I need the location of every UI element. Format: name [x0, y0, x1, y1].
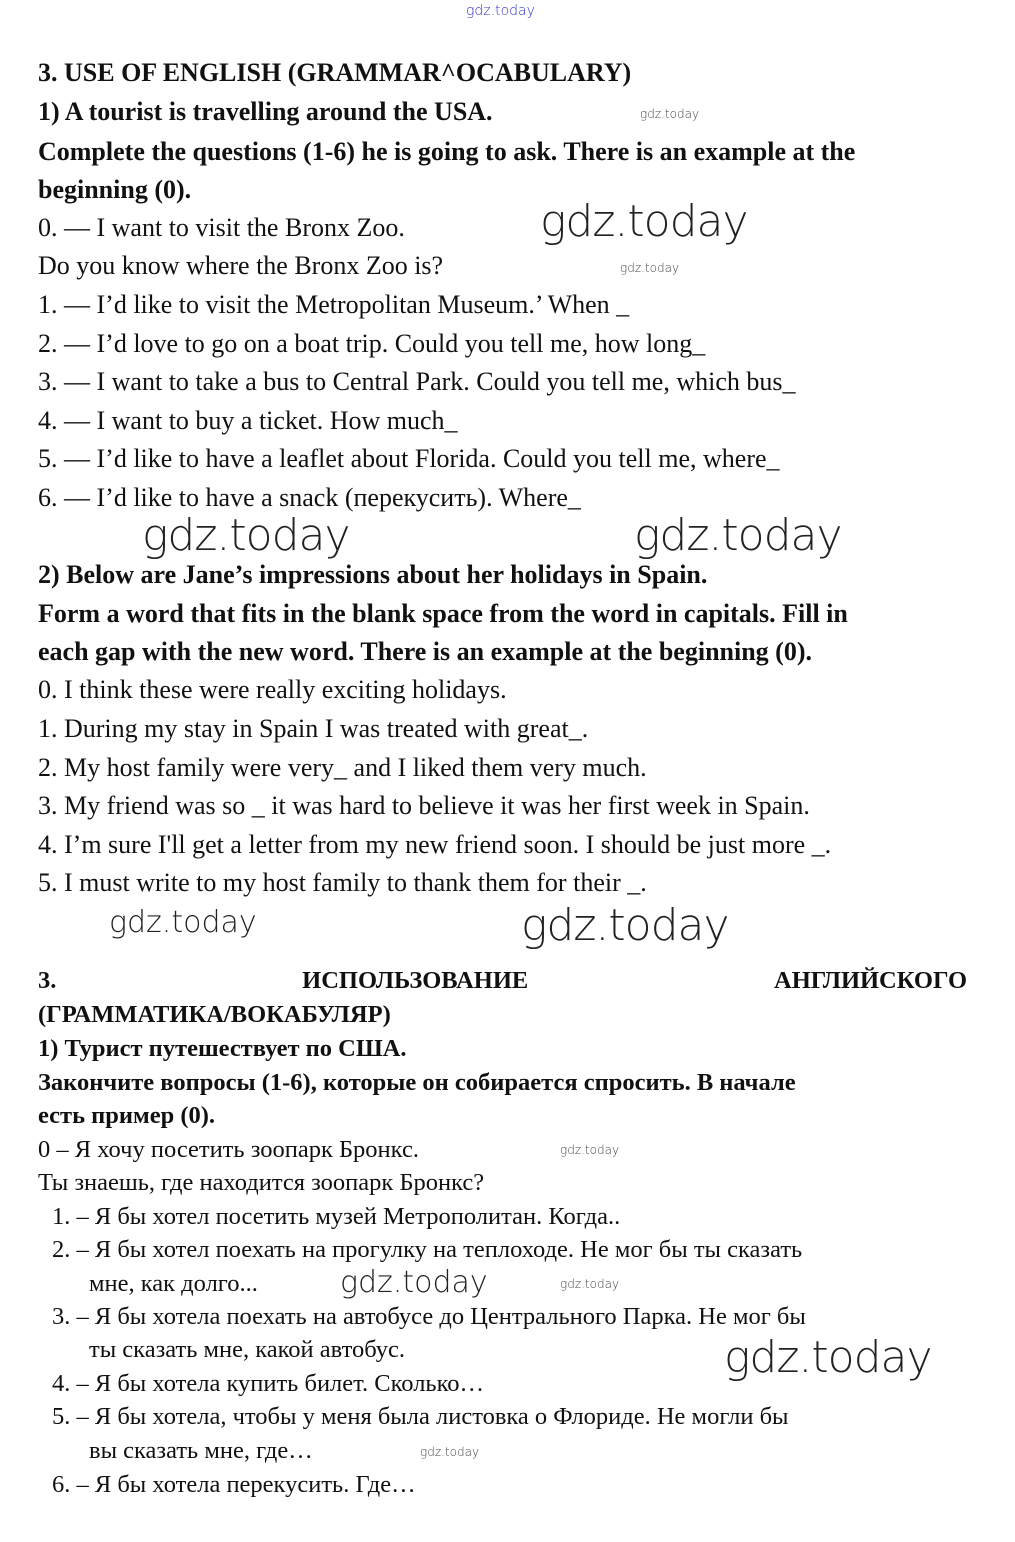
watermark: gdz.today — [142, 510, 350, 561]
ru-instruction: Закончите вопросы (1-6), которые он собирается спросить. В начале — [38, 1069, 796, 1096]
task2-item: 0. I think these were really exciting holidays. — [38, 675, 507, 704]
watermark: gdz.today — [340, 1265, 488, 1300]
ru-heading-word: ИСПОЛЬЗОВАНИЕ — [302, 967, 529, 994]
ru-example: 0 – Я хочу посетить зоопарк Бронкс. — [38, 1136, 419, 1163]
watermark: gdz.today — [540, 196, 748, 247]
section-heading: 3. USE OF ENGLISH (GRAMMAR^OCABULARY) — [38, 58, 632, 87]
watermark: gdz.today — [560, 1143, 620, 1157]
task2-instruction-cont: each gap with the new word. There is an example at the beginning (0). — [38, 637, 812, 666]
ru-heading-word: 3. — [38, 967, 57, 994]
ru-item: 4. – Я бы хотела купить билет. Сколько… — [52, 1370, 485, 1397]
task1-item: 2. — I’d love to go on a boat trip. Could you tell me, how long_ — [38, 329, 706, 358]
ru-heading-word: АНГЛИЙСКОГО — [774, 967, 967, 994]
ru-item-cont: ты сказать мне, какой автобус. — [89, 1336, 406, 1363]
ru-instruction-cont: есть пример (0). — [38, 1102, 216, 1129]
ru-section-heading — [38, 967, 967, 995]
watermark: gdz.today — [466, 3, 535, 19]
watermark: gdz.today — [620, 261, 680, 275]
task1-item: 4. — I want to buy a ticket. How much_ — [38, 406, 458, 435]
task1-instruction: Complete the questions (1-6) he is going to ask. There is an example at the — [38, 137, 856, 166]
task1-example-answer: Do you know where the Bronx Zoo is? — [38, 251, 444, 280]
ru-item: 6. – Я бы хотела перекусить. Где… — [52, 1471, 416, 1498]
watermark: gdz.today — [420, 1445, 480, 1459]
task1-item: 5. — I’d like to have a leaflet about Florida. Could you tell me, where_ — [38, 444, 780, 473]
watermark: gdz.today — [560, 1277, 620, 1291]
watermark: gdz.today — [724, 1332, 932, 1383]
ru-item-cont: мне, как долго... — [89, 1270, 258, 1297]
task1-example: 0. — I want to visit the Bronx Zoo. — [38, 213, 405, 242]
task2-item: 3. My friend was so _ it was hard to believe it was her first week in Spain. — [38, 791, 810, 820]
task1-title: 1) A tourist is travelling around the USA. — [38, 97, 493, 126]
ru-example-answer: Ты знаешь, где находится зоопарк Бронкс? — [38, 1169, 485, 1196]
ru-item-cont: вы сказать мне, где… — [89, 1437, 313, 1464]
task2-item: 5. I must write to my host family to thank them for their _. — [38, 868, 647, 897]
ru-item: 2. – Я бы хотел поехать на прогулку на теплоходе. Не мог бы ты сказать — [52, 1236, 803, 1263]
task1-item: 1. — I’d like to visit the Metropolitan Museum.’ When _ — [38, 290, 630, 319]
ru-item: 5. – Я бы хотела, чтобы у меня была листовка о Флориде. Не могли бы — [52, 1403, 789, 1430]
task2-instruction: Form a word that fits in the blank space from the word in capitals. Fill in — [38, 599, 848, 628]
watermark: gdz.today — [521, 900, 729, 951]
task1-item: 6. — I’d like to have a snack (перекусить). Where_ — [38, 483, 581, 512]
task1-item: 3. — I want to take a bus to Central Park. Could you tell me, which bus_ — [38, 367, 796, 396]
task1-instruction-cont: beginning (0). — [38, 175, 192, 204]
task2-item: 2. My host family were very_ and I liked them very much. — [38, 753, 647, 782]
task2-item: 1. During my stay in Spain I was treated with great_. — [38, 714, 589, 743]
watermark: gdz.today — [640, 107, 700, 121]
ru-item: 1. – Я бы хотел посетить музей Метрополитан. Когда.. — [52, 1203, 621, 1230]
task2-item: 4. I’m sure I'll get a letter from my new friend soon. I should be just more _. — [38, 830, 832, 859]
ru-section-heading-cont: (ГРАММАТИКА/ВОКАБУЛЯР) — [38, 1001, 391, 1028]
watermark: gdz.today — [109, 905, 257, 940]
ru-item: 3. – Я бы хотела поехать на автобусе до Центрального Парка. Не мог бы — [52, 1303, 806, 1330]
task2-title: 2) Below are Jane’s impressions about her holidays in Spain. — [38, 560, 708, 589]
watermark: gdz.today — [634, 510, 842, 561]
ru-task1-title: 1) Турист путешествует по США. — [38, 1035, 407, 1062]
